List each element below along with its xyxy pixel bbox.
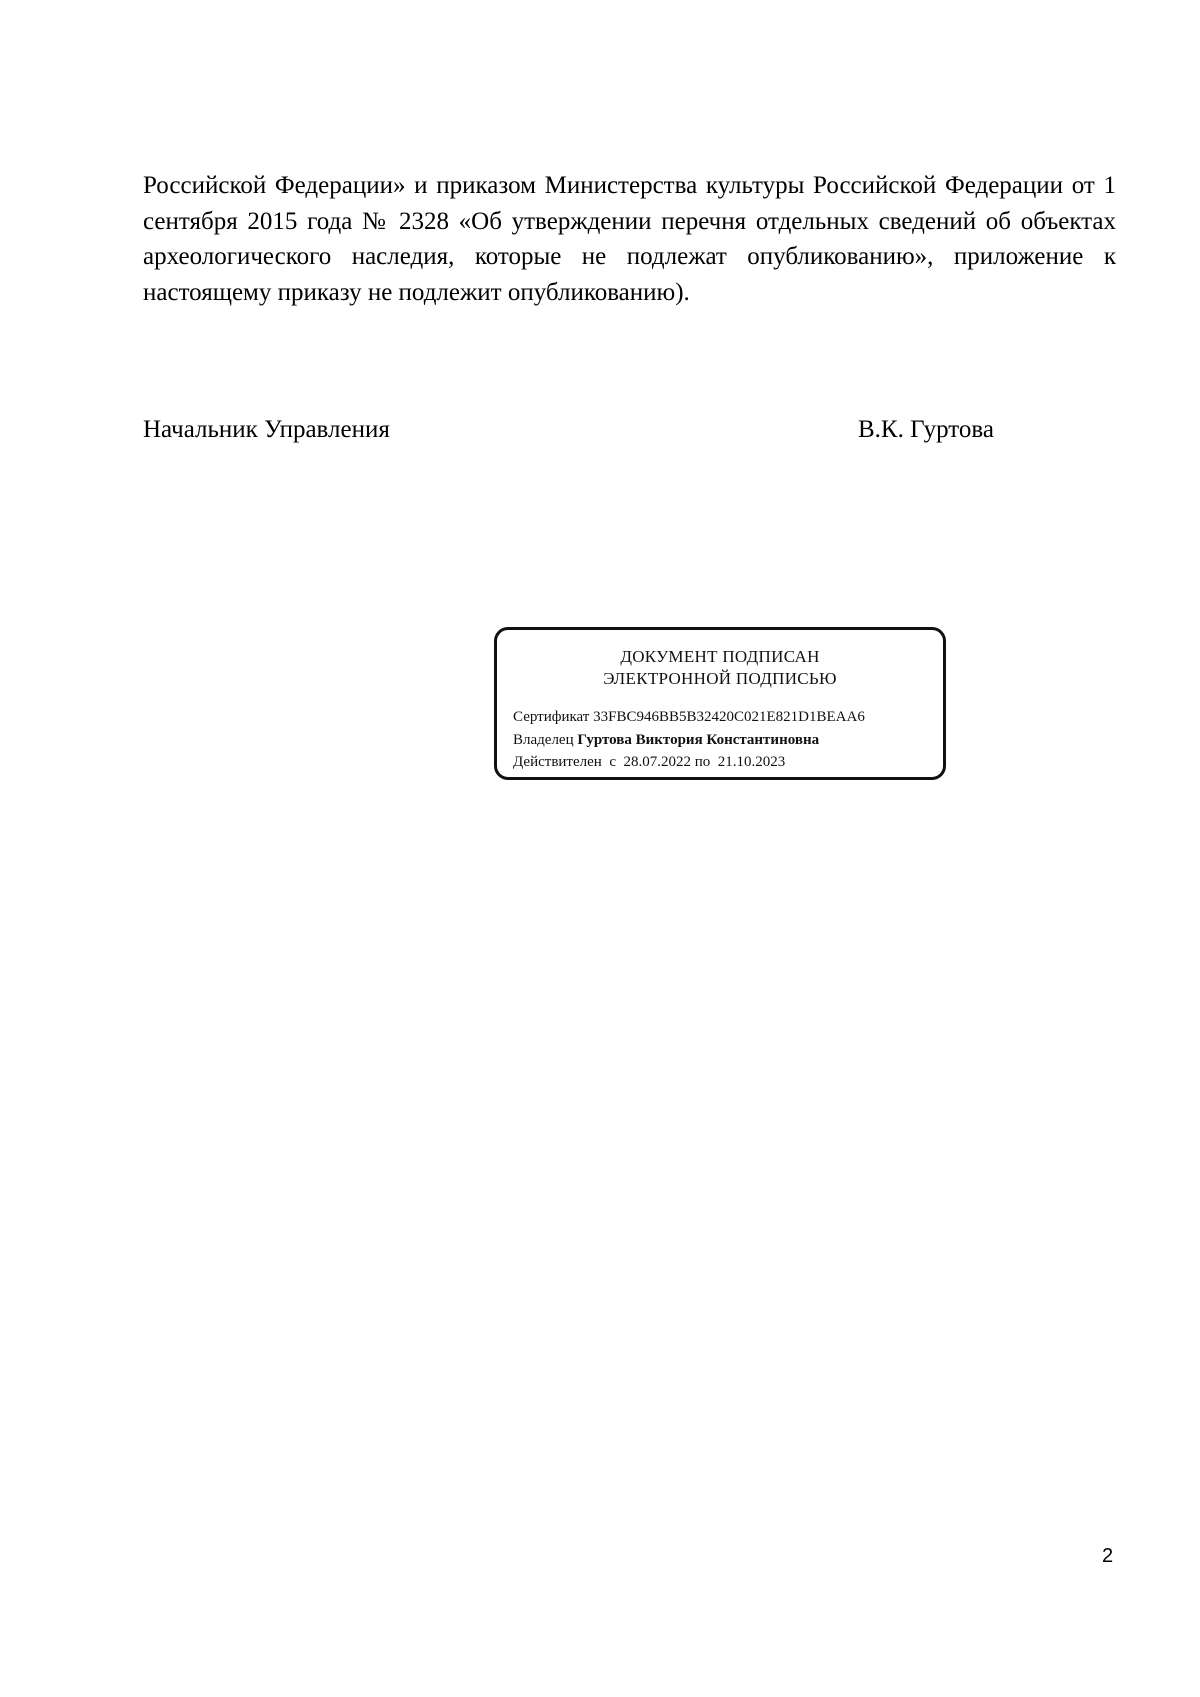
valid-to: 21.10.2023 bbox=[717, 754, 786, 770]
valid-from-prefix: с bbox=[609, 754, 616, 770]
stamp-certificate-line bbox=[513, 706, 865, 729]
body-paragraph: Российской Федерации» и приказом Министерства культуры Российской Федерации от 1 сентября 2015 года № 2328 «Об утверждении перечня отдельных сведений об объектах археологического наследия, которые не подлежат опубликованию», приложение к настоящему приказу не подлежит опубликованию). bbox=[143, 172, 1116, 306]
owner-label: Владелец bbox=[513, 731, 574, 748]
stamp-validity-line bbox=[513, 751, 865, 774]
stamp-heading-line2: ЭЛЕКТРОННОЙ ПОДПИСЬЮ bbox=[603, 669, 837, 688]
stamp-heading bbox=[497, 646, 943, 690]
signer-position: Начальник Управления bbox=[143, 416, 390, 443]
valid-to-prefix: по bbox=[694, 754, 711, 770]
certificate-label: Сертификат bbox=[513, 709, 590, 725]
stamp-details bbox=[513, 706, 865, 774]
owner-value: Гуртова Виктория Константиновна bbox=[577, 731, 820, 748]
valid-label: Действителен bbox=[513, 754, 602, 770]
electronic-signature-stamp bbox=[494, 627, 946, 780]
stamp-heading-line1: ДОКУМЕНТ ПОДПИСАН bbox=[620, 647, 820, 666]
stamp-owner-line bbox=[513, 729, 865, 752]
valid-from: 28.07.2022 bbox=[623, 754, 691, 770]
page-number: 2 bbox=[1102, 1545, 1114, 1567]
signer-name: В.К. Гуртова bbox=[858, 416, 994, 443]
certificate-value: 33FBC946BB5B32420C021E821D1BEAA6 bbox=[593, 709, 865, 725]
